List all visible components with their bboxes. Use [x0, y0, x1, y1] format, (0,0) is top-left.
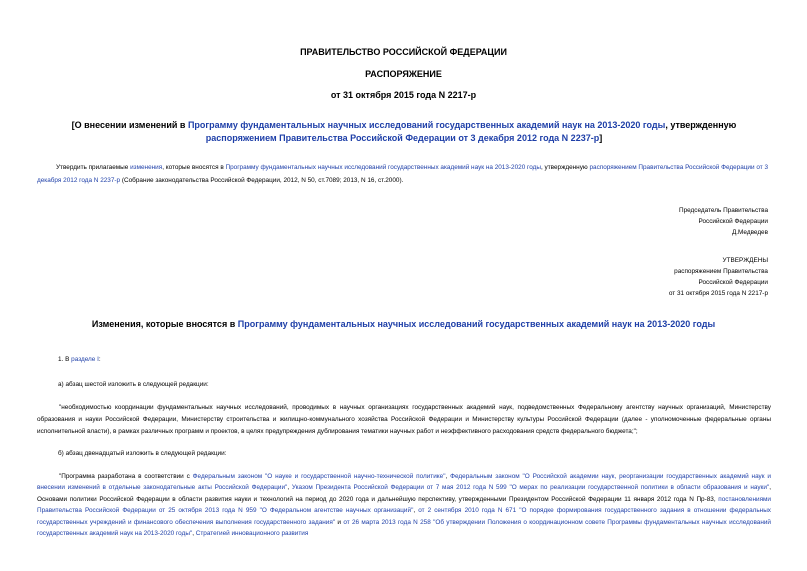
paragraph-text: , — [445, 473, 451, 480]
paragraph-text: Утвердить прилагаемые — [56, 164, 131, 171]
paragraph-text: , — [413, 507, 419, 515]
paragraph-text: , Основами политики Российской Федерации в области развития науки и технологий на период до 2020 года и дальнейшую перспективу, утвержденными Президентом Российской Федерации 11 января 2012 года N Пр-83, — [37, 484, 771, 503]
approval-paragraph — [37, 161, 771, 187]
paragraph-text: , — [287, 484, 292, 492]
approval-date: от 31 октября 2015 года N 2217-р — [668, 290, 768, 297]
approval-line: Российской Федерации — [698, 279, 768, 286]
document-date-number: от 31 октября 2015 года N 2217-р — [330, 90, 477, 100]
approval-line: распоряжением Правительства — [674, 268, 768, 275]
changes-title — [0, 319, 807, 329]
paragraph-text: (Собрание законодательства Российской Федерации, 2012, N 50, ст.7089; 2013, N 16, ст.2000). — [120, 177, 404, 184]
title-suffix: ] — [599, 133, 603, 143]
subitem-a: а) абзац шестой изложить в следующей редакции: — [58, 381, 209, 388]
section-link[interactable]: разделе I — [71, 356, 99, 363]
paragraph-text: и — [335, 518, 344, 526]
title-prefix: [О внесении изменений в — [71, 120, 188, 130]
decree-link[interactable]: распоряжением Правительства Российской Федерации от 3 декабря 2012 года N 2237-р — [37, 164, 769, 184]
section-suffix: : — [98, 356, 101, 363]
document-title — [36, 119, 772, 145]
program-link[interactable]: Программу фундаментальных научных исследований государственных академий наук на 2013-2020 годы — [187, 120, 666, 130]
quoted-paragraph-2 — [37, 471, 771, 539]
paragraph-text: , — [192, 530, 196, 538]
section-prefix: 1. В — [58, 356, 72, 363]
quoted-paragraph: "необходимостью координации фундаментальных научных исследований, проводимых в научных организациях государственных академий наук, подведомственных Федеральному агентству научных организаций, Министерству образования и науки Российской Федерации, Министерству строительства и жилищно-коммунального хозяйства Российской Федерации и Министерству культуры Российской Федерации (далее - уполномоченные федеральные органы исполнительной власти), в рамках различных программ и проектов, в целях предупреждения дублирования тематики научных работ и неэффективного расходования средств федерального бюджета;"; — [37, 404, 771, 435]
title-middle: , утвержденную — [665, 120, 737, 130]
approval-title: УТВЕРЖДЕНЫ — [722, 257, 768, 264]
paragraph-text: , утвержденную — [540, 164, 590, 171]
resolution-link[interactable]: от 26 марта 2013 года N 258 "Об утверждении Положения о координационном совете Программы фундаментальных научных исследований государственных академий наук на 2013-2020 годы" — [37, 518, 771, 538]
strategy-link[interactable]: Стратегией инновационного развития — [195, 530, 309, 538]
changes-link[interactable]: изменения — [130, 164, 163, 171]
law-link[interactable]: Федеральным законом "О Российской академии наук, реорганизации государственных академий наук и внесении изменений в отдельные законодательные акты Российской Федерации" — [37, 473, 771, 492]
program-link[interactable]: Программу фундаментальных научных исследований государственных академий наук на 2013-2020 годы — [237, 319, 716, 329]
signature-position: Председатель Правительства — [679, 207, 768, 214]
subitem-b: б) абзац двенадцатый изложить в следующей редакции: — [58, 450, 227, 457]
paragraph-text: , которые вносятся в — [162, 164, 226, 171]
decree-link[interactable]: Указом Президента Российской Федерации от 7 мая 2012 года N 599 "О мерах по реализации государственной политики в области образования и науки" — [291, 484, 770, 492]
section-item-1 — [58, 356, 101, 363]
signature-block — [679, 205, 768, 238]
decree-link[interactable]: распоряжением Правительства Российской Федерации от 3 декабря 2012 года N 2237-р — [205, 133, 600, 143]
paragraph-text: "Программа разработана в соответствии с — [59, 473, 193, 480]
signature-name: Д.Медведев — [731, 229, 768, 236]
program-link[interactable]: Программу фундаментальных научных исследований государственных академий наук на 2013-2020 годы — [225, 164, 541, 171]
government-heading: ПРАВИТЕЛЬСТВО РОССИЙСКОЙ ФЕДЕРАЦИИ — [300, 47, 507, 57]
resolution-link[interactable]: от 2 сентября 2010 года N 671 "О порядке формирования государственного задания в отношении федеральных государственных учреждений и финансового обеспечения выполнения государственного задания" — [37, 507, 771, 526]
approval-block — [669, 255, 768, 299]
resolution-link[interactable]: постановлениями Правительства Российской Федерации от 25 октября 2013 года N 959 "О Федеральном агентстве научных организаций" — [37, 495, 771, 515]
changes-title-prefix: Изменения, которые вносятся в — [91, 319, 238, 329]
document-type: РАСПОРЯЖЕНИЕ — [365, 69, 442, 79]
signature-country: Российской Федерации — [698, 218, 768, 225]
law-link[interactable]: Федеральным законом "О науке и государственной научно-технической политике" — [192, 473, 446, 480]
